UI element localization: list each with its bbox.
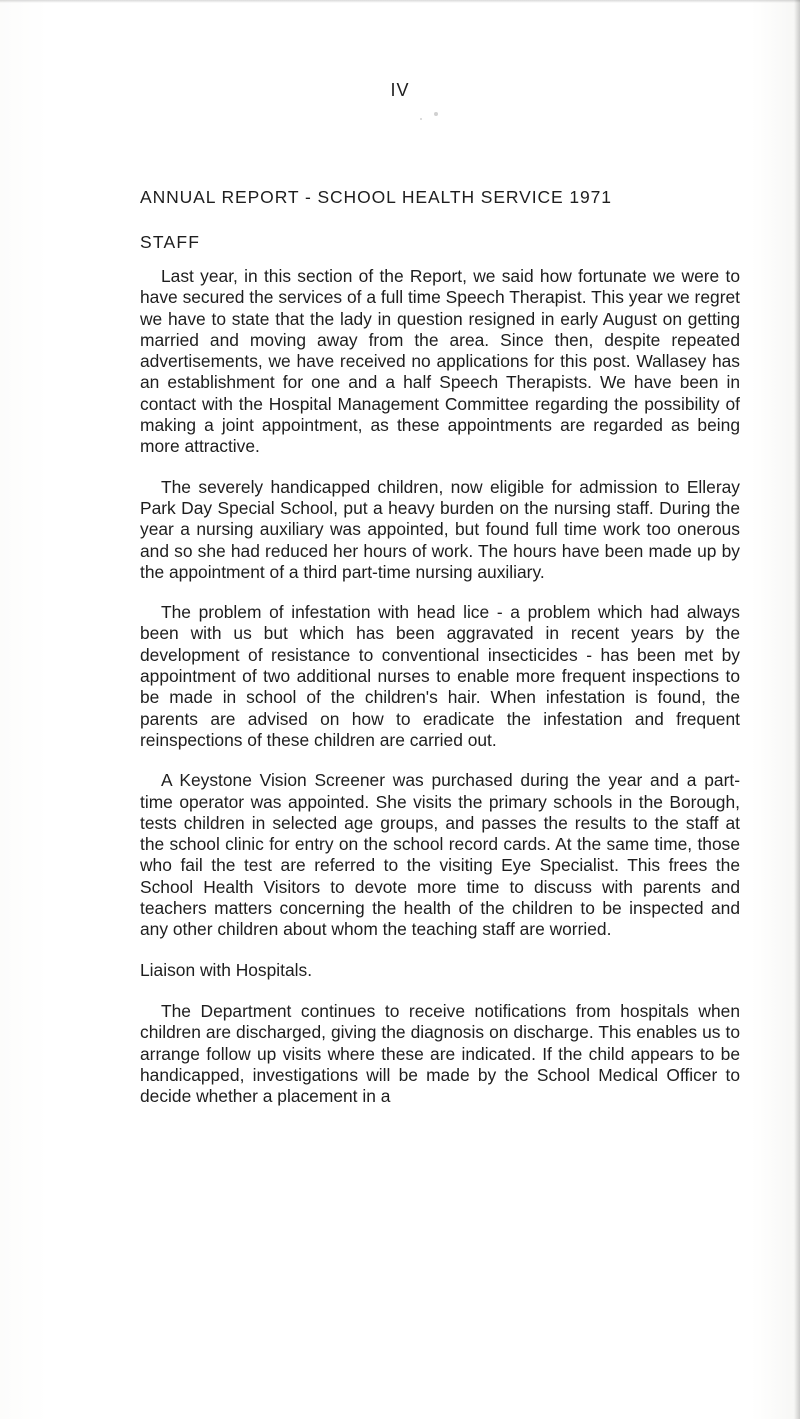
scan-speck	[434, 112, 438, 116]
paragraph-vision-screener: A Keystone Vision Screener was purchased during the year and a part-time operator was appointed. She visits the primary schools in the Borough, tests children in selected age groups, and passes the results to the staff at the school clinic for entry on the school record cards. At the same time, those who fail the test are referred to the visiting Eye Specialist. This frees the School Health Visitors to devote more time to discuss with parents and teachers matters concerning the health of the children to be inspected and any other children about whom the teaching staff are worried.	[140, 770, 740, 940]
page-number: IV	[390, 80, 410, 100]
paragraph-head-lice: The problem of infestation with head lice - a problem which had always been with us but which has been aggravated in recent years by the development of resistance to conventional insecticides - has been met by appointment of two additional nurses to enable more frequent inspections to be made in school of the children's hair. When infestation is found, the parents are advised on how to eradicate the infestation and frequent reinspections of these children are carried out.	[140, 602, 740, 750]
liaison-heading: Liaison with Hospitals.	[140, 959, 313, 980]
paragraph-speech-therapist: Last year, in this section of the Report, we said how fortunate we were to have secured the services of a full time Speech Therapist. This year we regret we have to state that the lady in question resigned in early August on getting married and moving away from the area. Since then, despite repeated advertisements, we have received no applications for this post. Wallasey has an establishment for one and a half Speech Therapists. We have been in contact with the Hospital Management Committee regarding the possibility of making a joint appointment, as these appointments are regarded as being more attractive.	[140, 266, 740, 457]
page-top-shadow	[0, 0, 800, 3]
section-title-staff: STAFF	[140, 232, 201, 252]
body-text	[140, 266, 740, 1126]
paragraph-nursing-staff: The severely handicapped children, now eligible for admission to Elleray Park Day Special School, put a heavy burden on the nursing staff. During the year a nursing auxiliary was appointed, but found full time work too onerous and so she had reduced her hours of work. The hours have been made up by the appointment of a third part-time nursing auxiliary.	[140, 476, 740, 582]
paragraph-liaison: The Department continues to receive notifications from hospitals when children are discharged, giving the diagnosis on discharge. This enables us to arrange follow up visits where these are indicated. If the child appears to be handicapped, investigations will be made by the School Medical Officer to decide whether a placement in a	[140, 1000, 740, 1107]
page-right-shadow	[794, 0, 800, 1419]
report-title: ANNUAL REPORT - SCHOOL HEALTH SERVICE 1971	[140, 187, 612, 207]
scan-speck	[420, 118, 422, 120]
